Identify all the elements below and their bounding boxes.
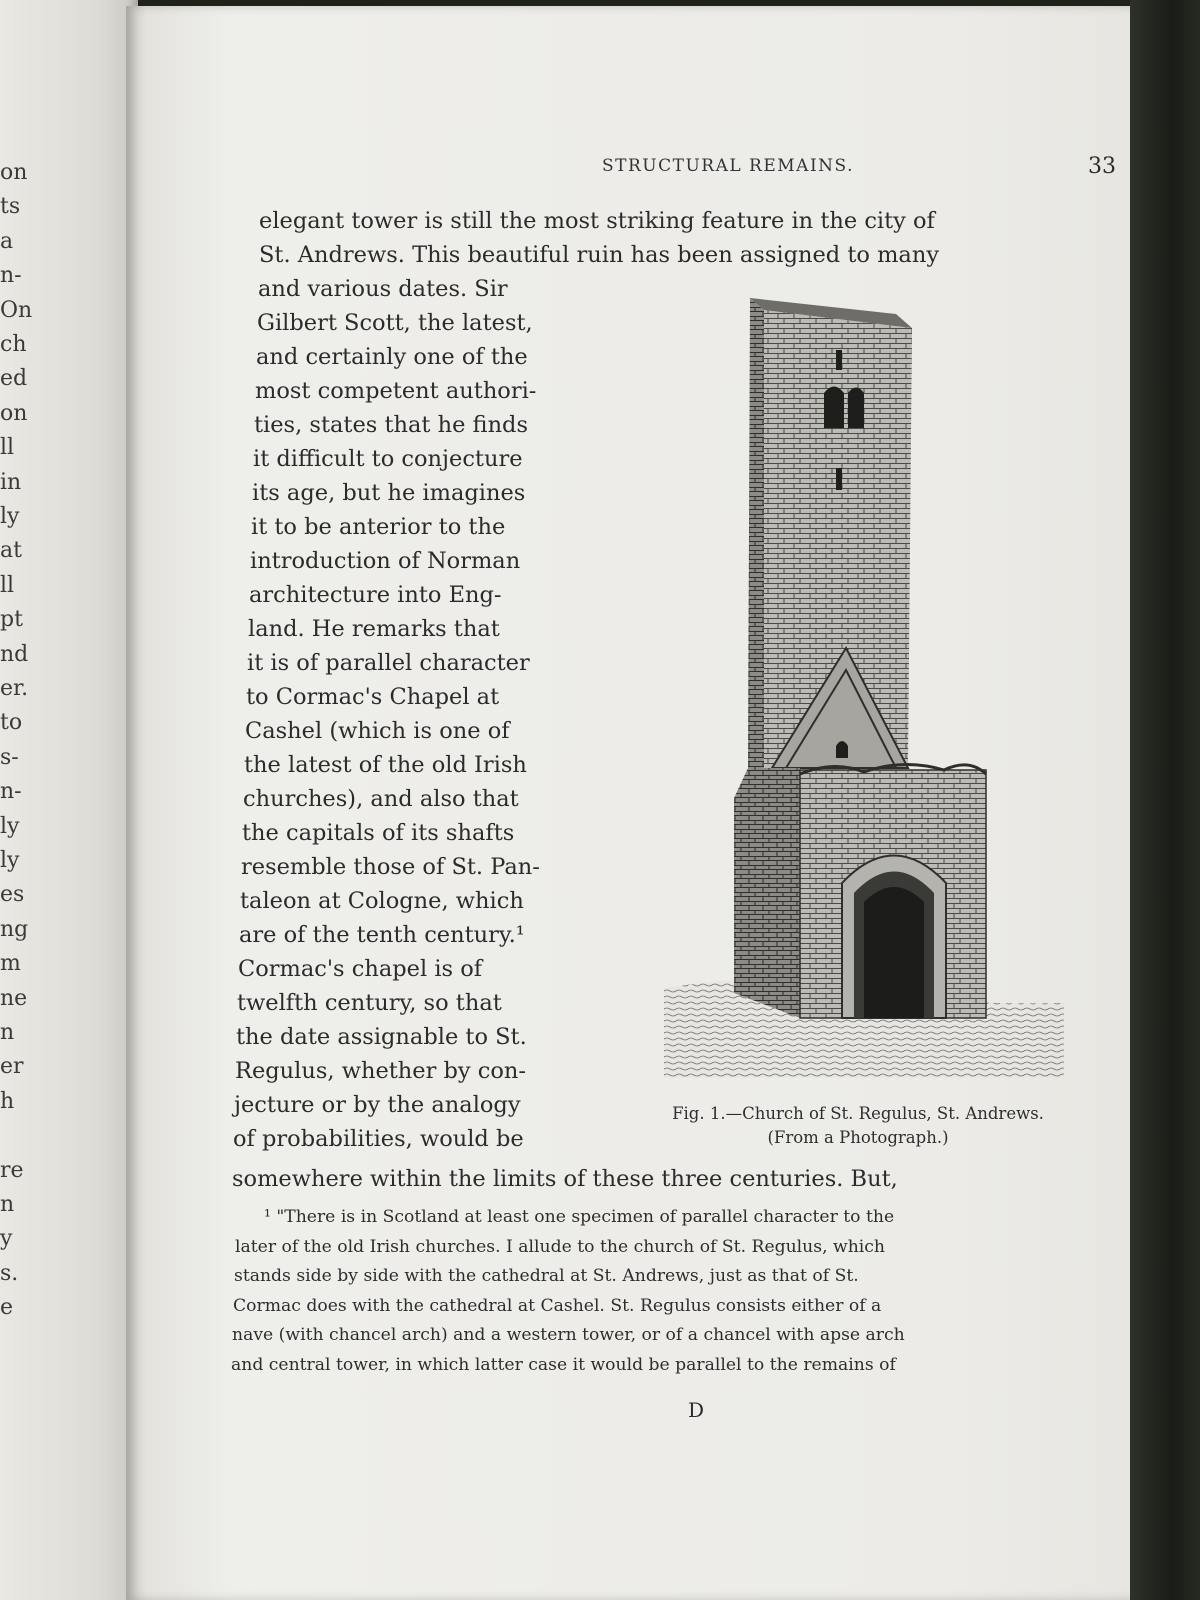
body-line: the latest of the old Irish	[244, 752, 527, 778]
left-page-fragment: to	[0, 710, 23, 736]
left-page-fragment: s-	[0, 744, 19, 770]
footnote-line: Cormac does with the cathedral at Cashel. St. Regulus consists either of a	[233, 1295, 882, 1316]
body-line: land. He remarks that	[248, 616, 500, 642]
left-page-fragment: er	[0, 1054, 24, 1080]
body-line: and certainly one of the	[256, 344, 528, 370]
left-page-fragment: a	[0, 228, 14, 254]
figure-caption-line1: Fig. 1.—Church of St. Regulus, St. Andrews.	[672, 1104, 1044, 1123]
left-page-fragment: er.	[0, 676, 29, 701]
left-page-fragment: ts	[0, 194, 21, 220]
left-page-fragment: y	[0, 1226, 13, 1252]
signature-mark: D	[688, 1398, 705, 1422]
body-line: twelfth century, so that	[237, 990, 502, 1016]
body-line: architecture into Eng-	[249, 582, 502, 608]
left-page-fragment: pt	[0, 607, 23, 633]
left-page-fragment: n	[0, 1020, 15, 1045]
left-page-fragment: e	[0, 1295, 14, 1321]
body-line: ties, states that he finds	[254, 412, 529, 438]
book-page	[126, 6, 1160, 1600]
running-head	[472, 154, 1116, 184]
body-line: introduction of Norman	[250, 548, 521, 574]
left-page-fragment: ll	[0, 572, 15, 598]
body-line: are of the tenth century.¹	[239, 922, 525, 948]
footnote-line: stands side by side with the cathedral at St. Andrews, just as that of St.	[234, 1266, 859, 1287]
body-line: resemble those of St. Pan-	[241, 854, 540, 880]
body-line: the date assignable to St.	[236, 1024, 527, 1050]
left-page-edge	[0, 0, 138, 1600]
footnote-line: nave (with chancel arch) and a western tower, or of a chancel with apse arch	[232, 1325, 905, 1346]
nave-side	[734, 768, 800, 1018]
left-page-fragment: es	[0, 882, 25, 908]
body-line: and various dates. Sir	[258, 276, 508, 302]
figure-caption-line2: (From a Photograph.)	[767, 1128, 949, 1147]
left-page-fragment: On	[0, 297, 33, 323]
body-line: Regulus, whether by con-	[235, 1058, 527, 1084]
body-line: taleon at Cologne, which	[240, 888, 524, 914]
running-title: STRUCTURAL REMAINS.	[602, 156, 854, 176]
left-page-fragment: ll	[0, 435, 15, 461]
left-page-fragment: h	[0, 1088, 15, 1114]
body-line: its age, but he imagines	[252, 480, 526, 506]
left-page-fragment: ly	[0, 813, 20, 839]
left-page-fragment: on	[0, 160, 28, 185]
body-line: to Cormac's Chapel at	[246, 684, 500, 710]
left-page-fragment: ed	[0, 366, 28, 392]
book-cover-edge	[1130, 0, 1200, 1600]
tower-illustration	[664, 298, 1064, 1098]
footnote-line: later of the old Irish churches. I allude to the church of St. Regulus, which	[235, 1236, 885, 1257]
body-line: Cormac's chapel is of	[238, 956, 483, 982]
left-page-fragment: ly	[0, 848, 20, 873]
left-page-fragment: nd	[0, 641, 29, 667]
left-page-fragment: s.	[0, 1260, 19, 1286]
left-page-fragment: re	[0, 1157, 24, 1183]
left-page-fragment: m	[0, 951, 21, 977]
body-line: most competent authori-	[255, 378, 537, 404]
body-line: St. Andrews. This beautiful ruin has been assigned to many	[259, 242, 940, 268]
body-line: the capitals of its shafts	[242, 820, 515, 846]
body-line: it is of parallel character	[247, 650, 530, 676]
left-page-fragment: n-	[0, 263, 22, 289]
body-line: Gilbert Scott, the latest,	[257, 310, 533, 336]
body-line: it to be anterior to the	[251, 514, 506, 540]
footnote-line: ¹ "There is in Scotland at least one specimen of parallel character to the	[264, 1207, 895, 1227]
body-line: of probabilities, would be	[233, 1126, 524, 1152]
left-page-fragment: n	[0, 1192, 15, 1217]
body-line: somewhere within the limits of these three centuries. But,	[232, 1166, 898, 1192]
left-page-fragment: n-	[0, 779, 22, 805]
body-line: elegant tower is still the most striking feature in the city of	[259, 208, 935, 234]
left-page-fragment: ch	[0, 332, 27, 357]
body-line: Cashel (which is one of	[245, 718, 510, 744]
body-line: it difficult to conjecture	[253, 446, 523, 472]
body-line: jecture or by the analogy	[234, 1092, 521, 1118]
footnote-line: and central tower, in which latter case it would be parallel to the remains of	[231, 1355, 896, 1375]
body-line: churches), and also that	[243, 786, 519, 812]
left-page-fragment: on	[0, 400, 28, 426]
tower-shaft-side	[748, 298, 764, 768]
left-page-fragment: ng	[0, 916, 29, 942]
left-page-fragment: ly	[0, 504, 20, 529]
left-page-fragment: in	[0, 469, 22, 495]
page-number: 33	[1088, 154, 1116, 179]
left-page-fragment: ne	[0, 985, 28, 1011]
left-page-fragment: at	[0, 538, 22, 564]
